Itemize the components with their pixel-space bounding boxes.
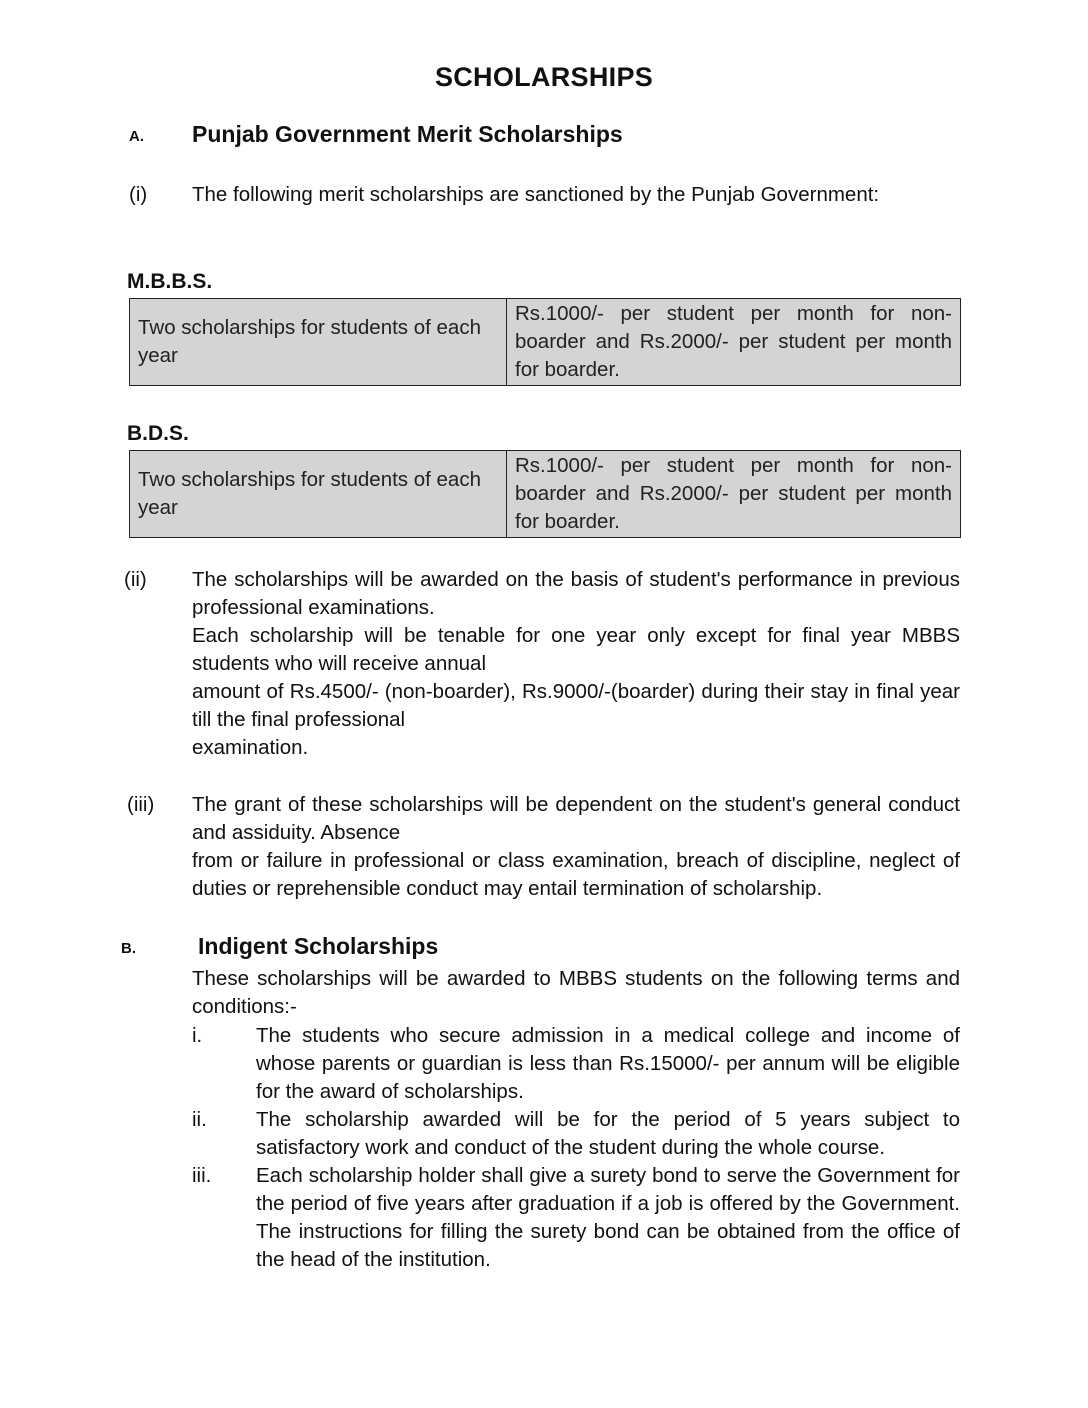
mbbs-table xyxy=(129,298,961,386)
section-a-letter: A. xyxy=(129,128,144,145)
item-ii-line-3: amount of Rs.4500/- (non-boarder), Rs.9000/-(boarder) during their stay in final year till the final professional xyxy=(192,680,960,731)
indigent-item-2-number: ii. xyxy=(192,1108,207,1131)
bds-eligibility-cell: Two scholarships for students of each year xyxy=(130,451,507,538)
item-iii-number: (iii) xyxy=(127,793,155,816)
bds-table xyxy=(129,450,961,538)
item-ii-line-4: examination. xyxy=(192,736,309,759)
item-ii-number: (ii) xyxy=(124,568,147,591)
item-i-text: The following merit scholarships are sanctioned by the Punjab Government: xyxy=(192,183,880,206)
item-iii-line-2: from or failure in professional or class examination, breach of discipline, neglect of duties or reprehensible conduct may entail termination of scholarship. xyxy=(192,849,960,900)
item-iii-line-1: The grant of these scholarships will be dependent on the student's general conduct and assiduity. Absence xyxy=(192,793,960,844)
table-row xyxy=(130,299,961,386)
indigent-item-3-number: iii. xyxy=(192,1164,212,1187)
mbbs-eligibility-cell: Two scholarships for students of each year xyxy=(130,299,507,386)
bds-label: B.D.S. xyxy=(127,422,189,445)
page-title: SCHOLARSHIPS xyxy=(434,62,654,92)
section-a-heading: Punjab Government Merit Scholarships xyxy=(192,121,623,147)
bds-amount-cell: Rs.1000/- per student per month for non-boarder and Rs.2000/- per student per month for boarder. xyxy=(507,451,961,538)
item-i-number: (i) xyxy=(129,183,148,206)
item-ii-line-2: Each scholarship will be tenable for one year only except for final year MBBS students who will receive annual xyxy=(192,624,960,675)
mbbs-label: M.B.B.S. xyxy=(127,270,213,293)
mbbs-amount-cell: Rs.1000/- per student per month for non-boarder and Rs.2000/- per student per month for boarder. xyxy=(507,299,961,386)
item-ii-line-1: The scholarships will be awarded on the basis of student's performance in previous professional examinations. xyxy=(192,568,960,619)
section-b-intro: These scholarships will be awarded to MBBS students on the following terms and conditions:- xyxy=(192,967,960,1018)
indigent-item-3-text: Each scholarship holder shall give a surety bond to serve the Government for the period of five years after graduation if a job is offered by the Government. The instructions for filling the surety bond can be obtained from the office of the head of the institution. xyxy=(256,1164,960,1271)
indigent-item-1-number: i. xyxy=(192,1024,203,1047)
table-row xyxy=(130,451,961,538)
indigent-item-1-text: The students who secure admission in a medical college and income of whose parents or guardian is less than Rs.15000/- per annum will be eligible for the award of scholarships. xyxy=(256,1024,960,1103)
indigent-item-2-text: The scholarship awarded will be for the period of 5 years subject to satisfactory work and conduct of the student during the whole course. xyxy=(256,1108,960,1159)
section-b-letter: B. xyxy=(121,940,136,957)
section-b-heading: Indigent Scholarships xyxy=(198,933,439,959)
